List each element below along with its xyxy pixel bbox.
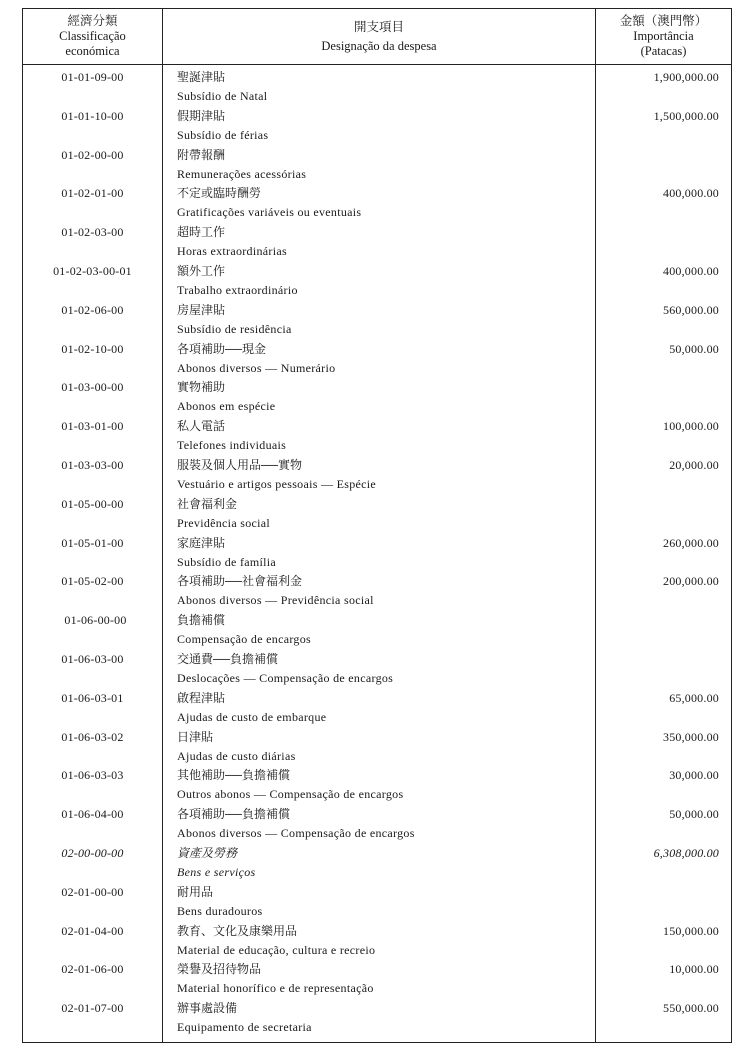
row-designation-zh: 榮譽及招待物品 xyxy=(177,962,262,977)
header-amount-pt-2: (Patacas) xyxy=(640,44,687,58)
row-designation xyxy=(177,184,361,222)
row-designation xyxy=(177,883,263,921)
row-designation-zh: 房屋津貼 xyxy=(177,302,226,317)
row-designation-zh: 日津貼 xyxy=(177,729,214,744)
row-designation-zh: 各項補助──負擔補償 xyxy=(177,807,291,822)
table-row xyxy=(23,725,731,764)
row-amount: 400,000.00 xyxy=(663,186,719,201)
row-designation-zh: 假期津貼 xyxy=(177,108,226,123)
row-designation-zh: 交通費──負擔補償 xyxy=(177,651,279,666)
row-code: 01-02-06-00 xyxy=(61,302,124,317)
row-designation-zh: 教育、文化及康樂用品 xyxy=(177,923,298,938)
row-code: 02-01-06-00 xyxy=(61,962,124,977)
row-designation-pt: Subsídio de férias xyxy=(177,127,269,142)
header-designation xyxy=(163,9,595,64)
table-row xyxy=(23,531,731,570)
header-amount xyxy=(596,9,731,64)
row-amount: 200,000.00 xyxy=(663,574,719,589)
row-designation-pt: Telefones individuais xyxy=(177,438,287,453)
budget-table xyxy=(22,8,732,1043)
header-classification xyxy=(23,9,162,64)
table-row xyxy=(23,608,731,647)
row-code: 01-01-10-00 xyxy=(61,108,124,123)
header-designation-zh: 開支項目 xyxy=(353,19,404,34)
row-code: 02-01-07-00 xyxy=(61,1001,124,1016)
table-row xyxy=(23,492,731,531)
table-row xyxy=(23,143,731,182)
row-code: 01-06-03-01 xyxy=(61,690,124,705)
table-row xyxy=(23,802,731,841)
row-amount: 10,000.00 xyxy=(669,962,719,977)
row-designation xyxy=(177,999,312,1037)
row-amount: 350,000.00 xyxy=(663,729,719,744)
row-designation-zh: 負擔補償 xyxy=(177,613,226,628)
row-code: 01-06-00-00 xyxy=(64,613,127,628)
row-amount: 20,000.00 xyxy=(669,457,719,472)
row-designation-pt: Abonos diversos — Previdência social xyxy=(177,593,374,608)
header-designation-pt: Designação da despesa xyxy=(321,38,437,53)
row-designation-zh: 各項補助──社會福利金 xyxy=(177,574,303,589)
table-row xyxy=(23,569,731,608)
row-designation-zh: 不定或臨時酬勞 xyxy=(177,186,262,201)
row-designation xyxy=(177,805,415,843)
row-designation-pt: Ajudas de custo diárias xyxy=(177,748,296,763)
row-designation-pt: Equipamento de secretaria xyxy=(177,1020,312,1035)
row-designation-zh: 辦事處設備 xyxy=(177,1001,238,1016)
table-row xyxy=(23,337,731,376)
row-designation-pt: Material honorífico e de representação xyxy=(177,981,374,996)
row-code: 01-02-01-00 xyxy=(61,186,124,201)
row-designation-pt: Material de educação, cultura e recreio xyxy=(177,942,376,957)
row-amount: 65,000.00 xyxy=(669,690,719,705)
row-designation xyxy=(177,456,376,494)
table-row xyxy=(23,996,731,1035)
row-designation xyxy=(177,689,326,727)
row-designation-zh: 家庭津貼 xyxy=(177,535,226,550)
row-designation xyxy=(177,650,393,688)
row-designation-pt: Abonos diversos — Numerário xyxy=(177,360,336,375)
row-designation-pt: Subsídio de residência xyxy=(177,321,292,336)
row-code: 01-02-03-00 xyxy=(61,225,124,240)
row-code: 01-02-00-00 xyxy=(61,147,124,162)
row-designation-zh: 聖誕津貼 xyxy=(177,70,226,84)
row-code: 01-01-09-00 xyxy=(61,70,124,84)
row-amount: 260,000.00 xyxy=(663,535,719,550)
row-designation-pt: Compensação de encargos xyxy=(177,632,311,647)
row-designation-zh: 服裝及個人用品──實物 xyxy=(177,457,303,472)
row-amount: 30,000.00 xyxy=(669,768,719,783)
row-designation-pt: Abonos diversos — Compensação de encargos xyxy=(177,826,415,841)
row-designation-zh: 附帶報酬 xyxy=(177,147,226,162)
row-designation-zh: 實物補助 xyxy=(177,380,226,395)
row-designation xyxy=(177,417,286,455)
row-amount: 6,308,000.00 xyxy=(653,845,719,860)
row-designation xyxy=(177,534,276,572)
row-designation-zh: 額外工作 xyxy=(177,263,226,278)
row-designation xyxy=(177,960,374,998)
table-row xyxy=(23,647,731,686)
row-designation-zh: 私人電話 xyxy=(177,419,226,434)
row-designation xyxy=(177,301,292,339)
row-designation xyxy=(177,922,375,960)
row-amount: 1,900,000.00 xyxy=(653,70,719,84)
row-code: 01-03-03-00 xyxy=(61,457,124,472)
row-designation-pt: Vestuário e artigos pessoais — Espécie xyxy=(177,476,377,491)
row-amount: 550,000.00 xyxy=(663,1001,719,1016)
row-designation xyxy=(177,766,403,804)
row-designation-pt: Gratificações variáveis ou eventuais xyxy=(177,205,362,220)
row-code: 01-06-03-02 xyxy=(61,729,124,744)
row-designation-zh: 各項補助──現金 xyxy=(177,341,267,356)
header-classification-zh: 經濟分類 xyxy=(67,14,118,28)
table-row xyxy=(23,181,731,220)
table-row xyxy=(23,880,731,919)
table-row xyxy=(23,957,731,996)
row-designation xyxy=(177,495,270,533)
row-designation xyxy=(177,844,255,882)
table-row xyxy=(23,453,731,492)
table-row xyxy=(23,919,731,958)
row-designation-pt: Remunerações acessórias xyxy=(177,166,307,181)
row-designation-zh: 其他補助──負擔補償 xyxy=(177,768,291,783)
row-amount: 400,000.00 xyxy=(663,263,719,278)
row-code: 02-01-00-00 xyxy=(61,884,124,899)
row-code: 01-06-03-00 xyxy=(61,651,124,666)
table-body xyxy=(23,65,731,1035)
table-row xyxy=(23,763,731,802)
row-designation-pt: Bens e serviços xyxy=(177,864,256,879)
row-designation xyxy=(177,107,268,145)
table-row xyxy=(23,104,731,143)
row-designation-pt: Subsídio de família xyxy=(177,554,277,569)
row-code: 01-06-03-03 xyxy=(61,768,124,783)
row-designation-pt: Bens duradouros xyxy=(177,903,263,918)
row-designation-zh: 啟程津貼 xyxy=(177,690,226,705)
table-row xyxy=(23,686,731,725)
row-amount: 1,500,000.00 xyxy=(653,108,719,123)
header-amount-zh: 金額（澳門幣） xyxy=(619,14,708,28)
table-row xyxy=(23,841,731,880)
row-amount: 150,000.00 xyxy=(663,923,719,938)
table-row xyxy=(23,298,731,337)
row-designation xyxy=(177,223,287,261)
header-classification-pt-1: Classificação xyxy=(59,29,126,43)
row-designation-zh: 社會福利金 xyxy=(177,496,238,511)
row-amount: 560,000.00 xyxy=(663,302,719,317)
row-designation xyxy=(177,611,311,649)
row-designation-pt: Deslocações — Compensação de encargos xyxy=(177,670,394,685)
row-designation-pt: Horas extraordinárias xyxy=(177,244,287,259)
table-row xyxy=(23,65,731,104)
row-designation xyxy=(177,68,267,106)
row-designation-pt: Outros abonos — Compensação de encargos xyxy=(177,787,404,802)
row-designation xyxy=(177,572,374,610)
row-designation xyxy=(177,262,298,300)
row-designation-pt: Trabalho extraordinário xyxy=(177,282,298,297)
row-designation xyxy=(177,146,306,184)
table-row xyxy=(23,414,731,453)
row-designation-pt: Subsídio de Natal xyxy=(177,89,268,103)
table-row xyxy=(23,375,731,414)
row-designation xyxy=(177,728,296,766)
row-code: 01-05-00-00 xyxy=(61,496,124,511)
header-amount-pt-1: Importância xyxy=(633,29,694,43)
row-designation-zh: 耐用品 xyxy=(177,884,214,899)
table-header xyxy=(23,9,731,65)
row-code: 01-03-01-00 xyxy=(61,419,124,434)
row-code: 01-02-03-00-01 xyxy=(53,263,132,278)
row-code: 02-01-04-00 xyxy=(61,923,124,938)
table-row xyxy=(23,259,731,298)
row-code: 01-06-04-00 xyxy=(61,807,124,822)
row-designation xyxy=(177,378,275,416)
row-designation-zh: 資產及勞務 xyxy=(177,845,238,860)
row-code: 01-05-02-00 xyxy=(61,574,124,589)
row-designation-pt: Previdência social xyxy=(177,515,271,530)
row-designation-zh: 超時工作 xyxy=(177,225,226,240)
row-designation-pt: Ajudas de custo de embarque xyxy=(177,709,327,724)
row-amount: 50,000.00 xyxy=(669,807,719,822)
row-amount: 50,000.00 xyxy=(669,341,719,356)
row-code: 01-03-00-00 xyxy=(61,380,124,395)
row-code: 01-05-01-00 xyxy=(61,535,124,550)
row-amount: 100,000.00 xyxy=(663,419,719,434)
row-code: 01-02-10-00 xyxy=(61,341,124,356)
row-code: 02-00-00-00 xyxy=(61,845,124,860)
header-classification-pt-2: económica xyxy=(65,44,120,58)
table-row xyxy=(23,220,731,259)
row-designation-pt: Abonos em espécie xyxy=(177,399,276,414)
row-designation xyxy=(177,340,335,378)
